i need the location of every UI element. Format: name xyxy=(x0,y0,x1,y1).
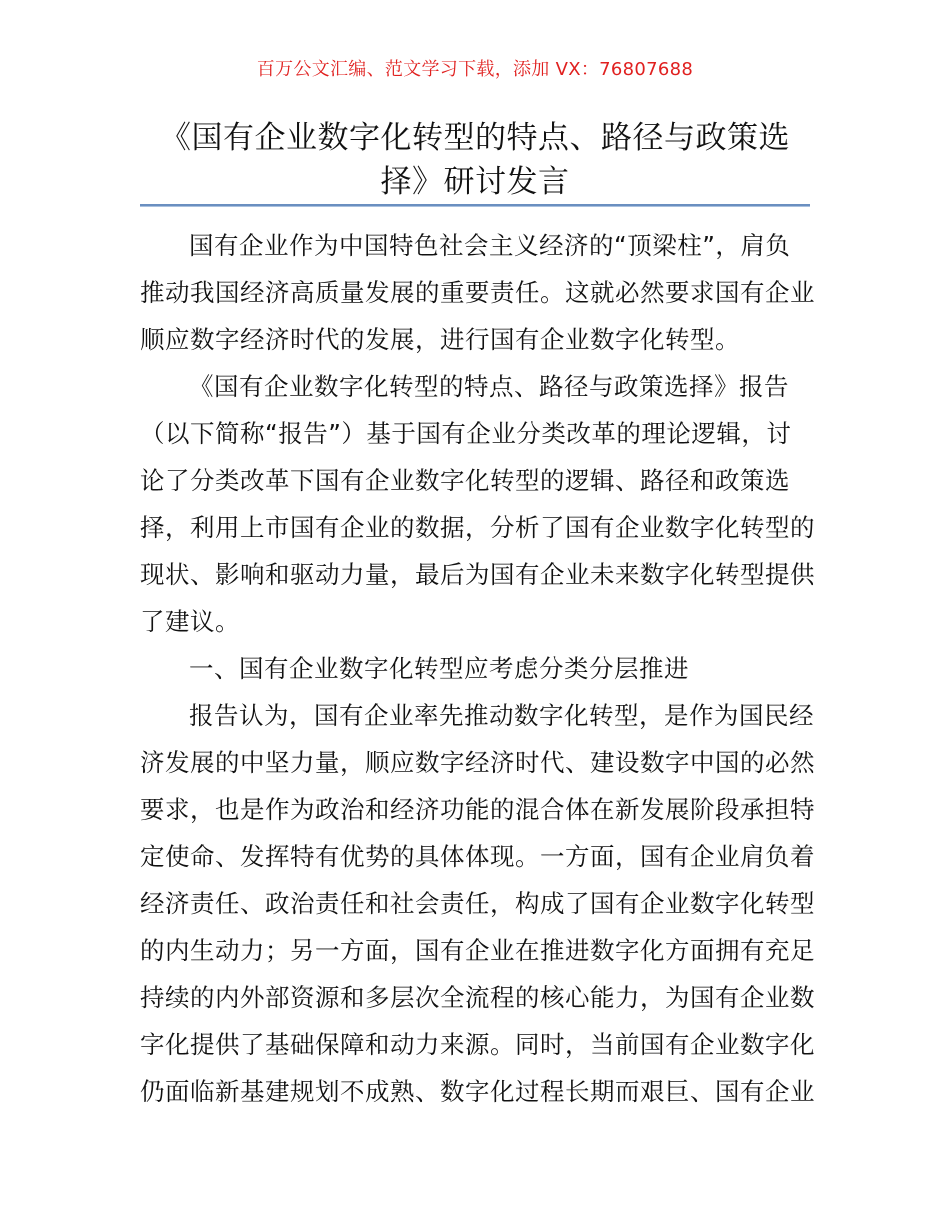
text-line: 报告认为，国有企业率先推动数字化转型，是作为国民经 xyxy=(189,701,814,730)
text-line: 的内生动力；另一方面，国有企业在推进数字化方面拥有充足 xyxy=(140,936,815,965)
section-heading: 一、国有企业数字化转型应考虑分类分层推进 xyxy=(189,654,689,683)
watermark-banner: 百万公文汇编、范文学习下载，添加 VX：76807688 xyxy=(256,59,694,80)
title-line: 择》研讨发言 xyxy=(380,164,570,200)
text-line: 论了分类改革下国有企业数字化转型的逻辑、路径和政策选 xyxy=(140,466,790,495)
text-line: 《国有企业数字化转型的特点、路径与政策选择》报告 xyxy=(189,372,789,401)
text-line: 字化提供了基础保障和动力来源。同时，当前国有企业数字化 xyxy=(140,1030,815,1059)
text-line: （以下简称“报告”）基于国有企业分类改革的理论逻辑，讨 xyxy=(140,419,792,448)
paragraph-section-one xyxy=(140,692,815,1115)
text-line: 顺应数字经济时代的发展，进行国有企业数字化转型。 xyxy=(140,325,740,354)
paragraph-intro xyxy=(140,222,815,363)
text-line: 要求，也是作为政治和经济功能的混合体在新发展阶段承担特 xyxy=(140,795,815,824)
title-divider xyxy=(140,204,810,207)
text-line: 了建议。 xyxy=(140,607,240,636)
text-line: 济发展的中坚力量，顺应数字经济时代、建设数字中国的必然 xyxy=(140,748,815,777)
text-line: 定使命、发挥特有优势的具体体现。一方面，国有企业肩负着 xyxy=(140,842,815,871)
text-line: 国有企业作为中国特色社会主义经济的“顶梁柱”，肩负 xyxy=(189,231,791,260)
paragraph-report-summary xyxy=(140,363,815,645)
document-body xyxy=(140,222,815,1115)
text-line: 择，利用上市国有企业的数据，分析了国有企业数字化转型的 xyxy=(140,513,815,542)
text-line: 经济责任、政治责任和社会责任，构成了国有企业数字化转型 xyxy=(140,889,815,918)
text-line: 持续的内外部资源和多层次全流程的核心能力，为国有企业数 xyxy=(140,983,815,1012)
text-line: 仍面临新基建规划不成熟、数字化过程长期而艰巨、国有企业 xyxy=(140,1077,815,1106)
document-title xyxy=(130,116,820,204)
title-line: 《国有企业数字化转型的特点、路径与政策选 xyxy=(160,120,790,156)
text-line: 现状、影响和驱动力量，最后为国有企业未来数字化转型提供 xyxy=(140,560,815,589)
text-line: 推动我国经济高质量发展的重要责任。这就必然要求国有企业 xyxy=(140,278,815,307)
